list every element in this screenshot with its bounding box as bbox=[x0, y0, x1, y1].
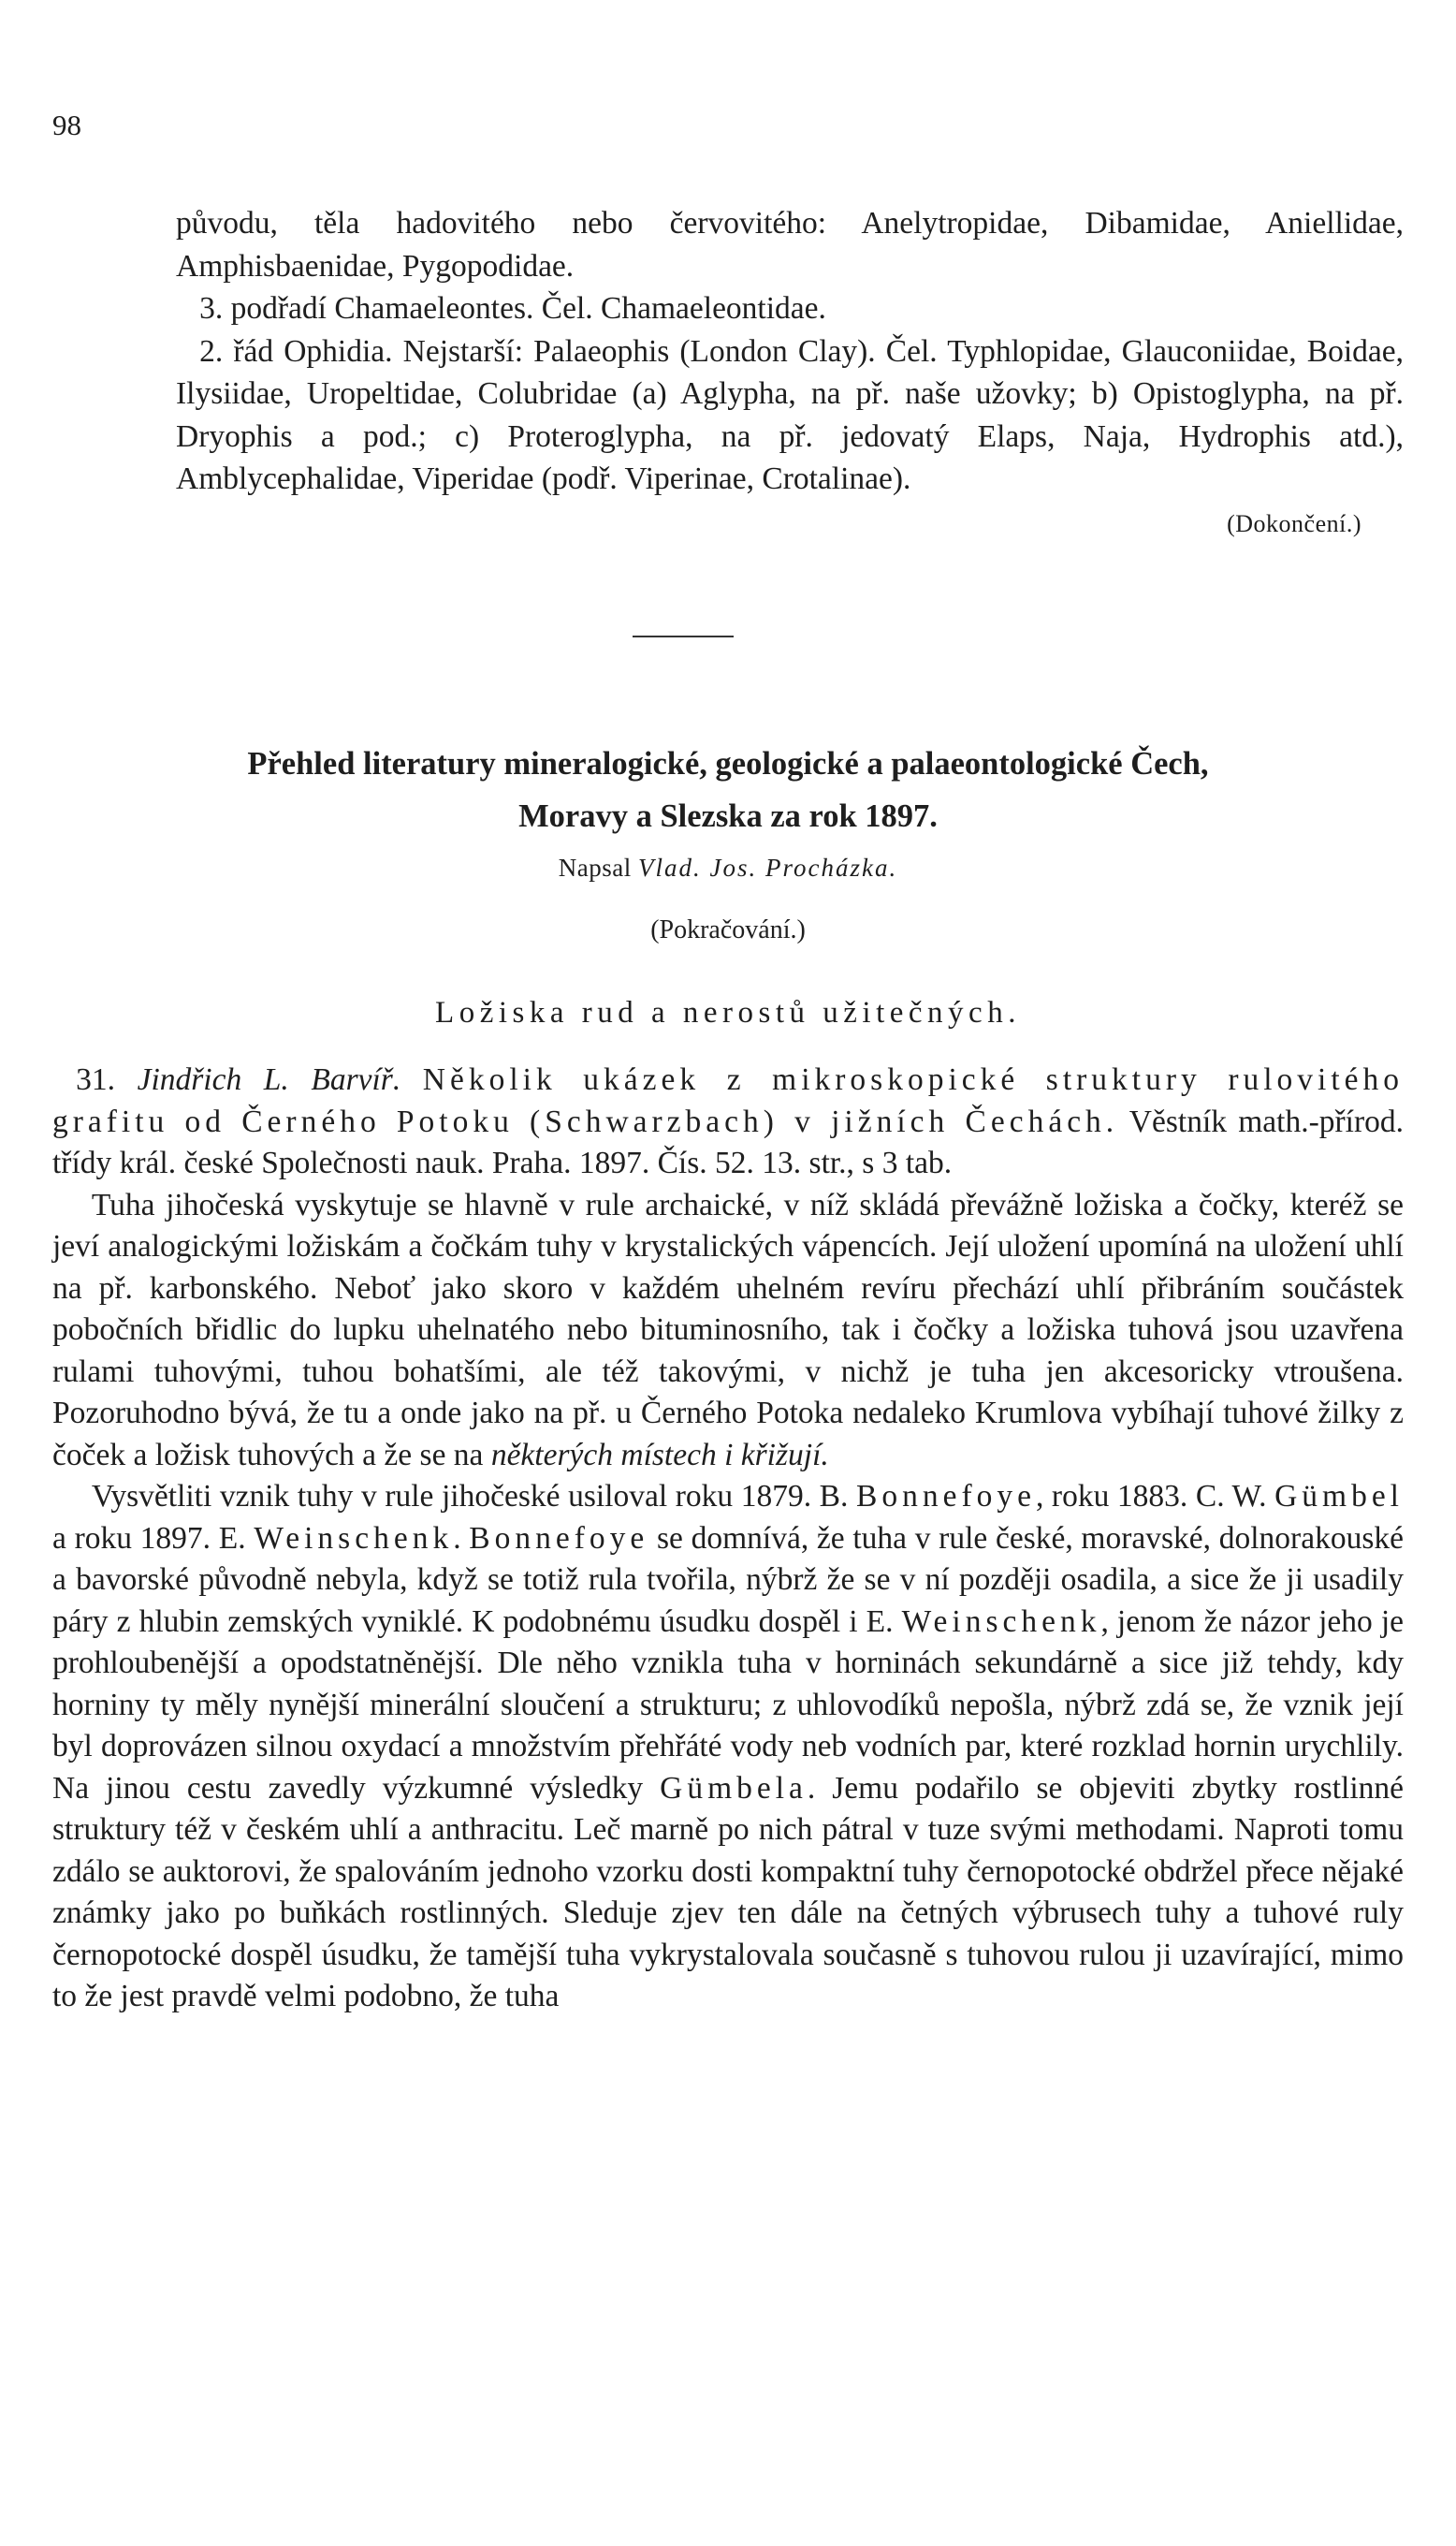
section-divider bbox=[633, 636, 734, 637]
author-name: Vlad. Jos. Procházka. bbox=[638, 854, 898, 882]
entry-source: Věstník math.-přírod. třídy král. české Společnosti nauk. Praha. 1897. Čís. 52. 13. str., s 3 tab. bbox=[52, 1104, 1404, 1180]
name-weinschenk: Weinschenk bbox=[254, 1520, 454, 1556]
heading-line-2: Moravy a Slezska za rok 1897. bbox=[518, 798, 938, 834]
name-gumbel: Gümbel bbox=[1274, 1479, 1404, 1514]
paragraph-1-text: Tuha jihočeská vyskytuje se hlavně v rule archaické, v níž skládá převážně ložiska a čočky, kteréž se jeví analogickými ložiskám a čočkám tuhy v krystalických vápencích. Její uložení upomíná na uložení uhlí na př. karbonského. Neboť jako skoro v každém uhelném revíru přechází uhlí přibráním součástek pobočních břidlic do lupku uhelnatého nebo bituminosního, tak i čočky a ložiska tuhová jsou uzavřena rulami tuhovými, tuhou bohatšími, ale též takovými, v nichž je tuha jen akcesoricky vtroušena. Pozoruhodno bývá, že tu a onde jako na př. u Černého Potoka nedaleko Krumlova vybíhají tuhové žilky z čoček a ložisk tuhových a že se na bbox=[52, 1187, 1404, 1472]
paragraph-1-italic: některých místech i křižují. bbox=[490, 1437, 829, 1472]
previous-article-end bbox=[176, 202, 1404, 548]
name-bonnefoye: Bonnefoye bbox=[855, 1479, 1036, 1514]
article-body bbox=[52, 1060, 1404, 2018]
entry-number: 31. bbox=[76, 1062, 115, 1097]
paragraph-2-text: Vysvětliti vznik tuhy v rule jihočeské usiloval roku 1879. B. bbox=[91, 1479, 849, 1514]
intro-paragraph: 3. podřadí Chamaeleontes. Čel. Chamaeleontidae. bbox=[199, 291, 826, 326]
intro-paragraph: 2. řád Ophidia. Nejstarší: Palaeophis (London Clay). Čel. Typhlopidae, Glauconiidae, Boidae, Ilysiidae, Uropeltidae, Colubridae (a) Aglypha, na př. naše užovky; b) Opistoglypha, na př. Dryophis a pod.; c) Proteroglypha, na př. jedovatý Elaps, Naja, Hydrophis atd.), Amblycephalidae, Viperidae (podř. Viperinae, Crotalinae). bbox=[176, 333, 1404, 496]
paragraph-2-text: se domnívá, že tuha v rule české, moravské, dolnorakouské a bavorské původně nebyla, když se totiž rula tvořila, nýbrž že se v ní později osadila, a sice že ji usadily páry z hlubin zemských vyniklé. K podobnému úsudku dospěl i E. bbox=[52, 1520, 1404, 1639]
author-prefix: Napsal bbox=[558, 854, 632, 882]
name-gumbela: Gümbela bbox=[660, 1770, 808, 1806]
entry-author: Jindřich L. Barvíř. bbox=[137, 1062, 401, 1097]
paragraph-2-text: . Jemu podařilo se objeviti zbytky rostlinné struktury též v českém uhlí a anthracitu. Leč marně po nich pátral v tuze svými methodami. Naproti tomu zdálo se auktorovi, že spalováním jednoho vzorku dosti kompaktní tuhy černopotocké obdržel přece nějaké známky jako po buňkách rostlinných. Sleduje zjev ten dále na četných výbrusech tuhy a tuhové ruly černopotocké dospěl úsudku, že tamější tuha vykrystalovala současně s tuhovou rulou ji uzavírající, mimo to že jest pravdě velmi podobno, že tuha bbox=[52, 1770, 1404, 2013]
paragraph-1 bbox=[52, 1185, 1404, 1477]
name-bonnefoye: Bonnefoye bbox=[469, 1520, 649, 1556]
paragraph-2-text: . bbox=[453, 1520, 461, 1556]
pokracovani-note: (Pokračování.) bbox=[650, 915, 806, 944]
name-weinschenk: Weinschenk bbox=[901, 1603, 1101, 1639]
paragraph-2-text: , jenom že názor jeho je prohloubenější a opodstatněnější. Dle něho vznikla tuha v horninách sekundárně a sice již tehdy, kdy horniny ty měly nynější minerální sloučení a strukturu; z uhlovodíků nepošla, nýbrž zdá se, že vznik její byl doprovázen silnou oxydací a množstvím přehřáté vody neb vodních par, které rozklad hornin urychlily. Na jinou cestu zavedly výzkumné výsledky bbox=[52, 1603, 1405, 1806]
article-heading bbox=[52, 738, 1404, 842]
entry-paragraph bbox=[52, 1060, 1404, 1185]
intro-paragraph: původu, těla hadovitého nebo červovitého: Anelytropidae, Dibamidae, Aniellidae, Amphisbaenidae, Pygopodidae. bbox=[176, 206, 1404, 284]
paragraph-2-text: a roku 1897. E. bbox=[52, 1520, 246, 1556]
dokonceni-note: (Dokončení.) bbox=[1227, 509, 1361, 537]
page-number: 98 bbox=[52, 109, 81, 141]
paragraph-2 bbox=[52, 1476, 1404, 2018]
heading-line-1: Přehled literatury mineralogické, geologické a palaeontologické Čech, bbox=[247, 746, 1209, 782]
section-title: Ložiska rud a nerostů užitečných. bbox=[435, 996, 1021, 1030]
paragraph-2-text: , roku 1883. C. W. bbox=[1035, 1479, 1267, 1514]
author-line bbox=[52, 854, 1404, 883]
entry-title: Několik ukázek z mikroskopické struktury rulovitého grafitu od Černého Potoku (Schwarzbach) v jižních Čechách. bbox=[52, 1062, 1405, 1139]
